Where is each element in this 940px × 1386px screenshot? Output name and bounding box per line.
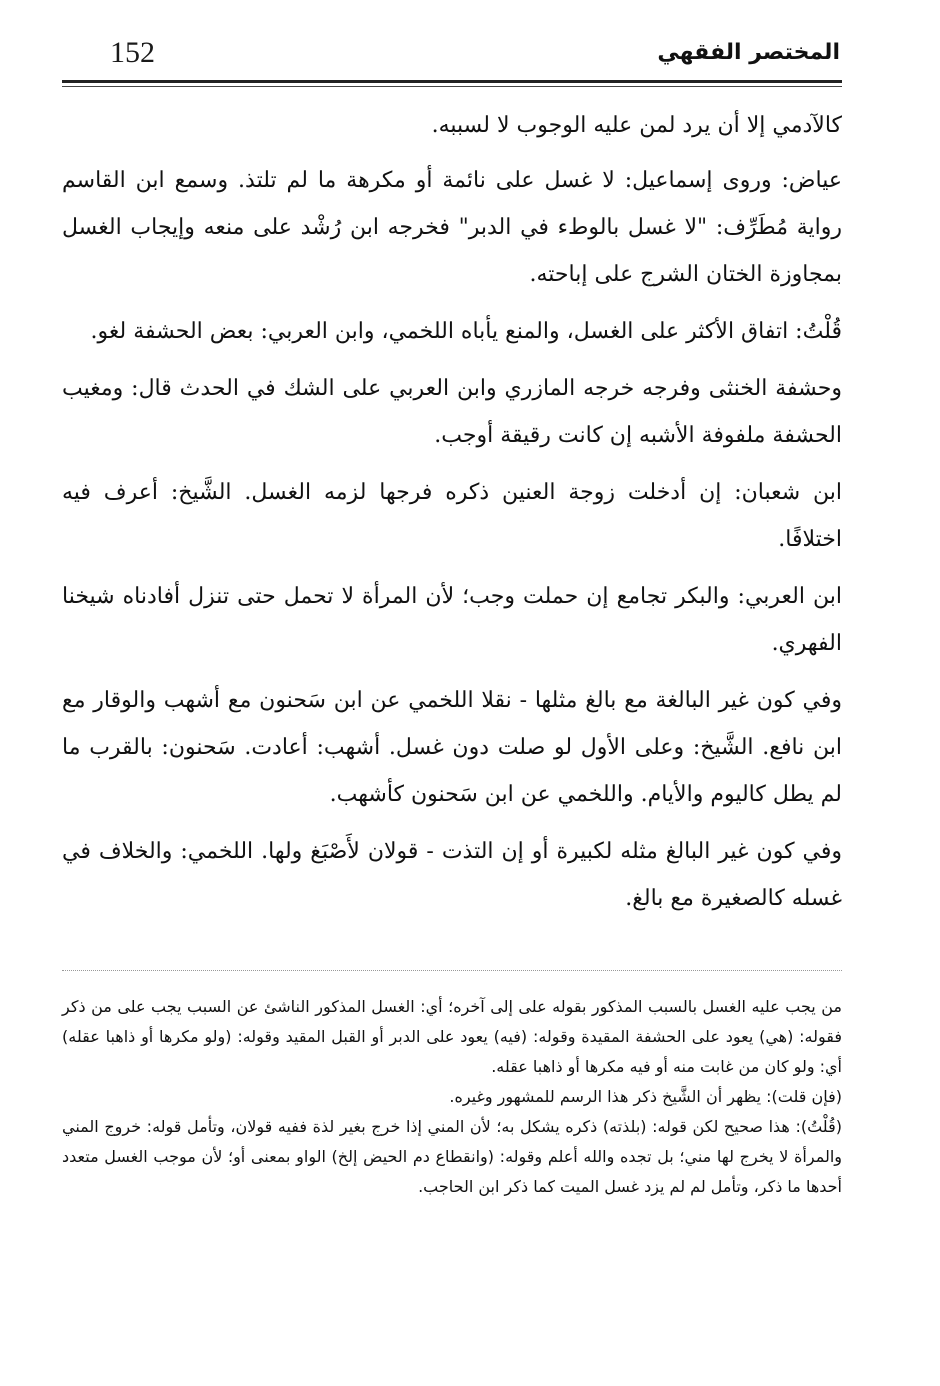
header-rule	[62, 80, 842, 83]
footnotes	[62, 992, 842, 1202]
footnote-separator	[62, 970, 842, 971]
main-paragraph: كالآدمي إلا أن يرد لمن عليه الوجوب لا لسببه.	[431, 113, 842, 138]
main-paragraph: وفي كون غير البالغ مثله لكبيرة أو إن التذت - قولان لأَصْبَغ ولها. اللخمي: والخلاف في غسله كالصغيرة مع بالغ.	[62, 839, 842, 911]
main-paragraph: وحشفة الخنثى وفرجه خرجه المازري وابن العربي على الشك في الحدث قال: ومغيب الحشفة ملفوفة الأشبه إن كانت رقيقة أوجب.	[62, 376, 842, 448]
main-paragraph: وفي كون غير البالغة مع بالغ مثلها - نقلا اللخمي عن ابن سَحنون مع أشهب والوقار مع ابن نافع. الشَّيخ: وعلى الأول لو صلت دون غسل. أشهب: أعادت. سَحنون: بالقرب ما لم يطل كاليوم والأيام. واللخمي عن ابن سَحنون كأشهب.	[62, 688, 842, 807]
main-text	[62, 102, 842, 932]
header-rule-thin	[62, 86, 842, 87]
page-header	[62, 30, 842, 86]
main-paragraph: عياض: وروى إسماعيل: لا غسل على نائمة أو مكرهة ما لم تلتذ. وسمع ابن القاسم رواية مُطَرِّف: "لا غسل بالوطء في الدبر" فخرجه ابن رُشْد على منعه وإيجاب الغسل بمجاوزة الختان الشرج على إباحته.	[62, 168, 842, 287]
book-page	[62, 30, 842, 1370]
footnote-paragraph: (فإن قلت): يظهر أن الشَّيخ ذكر هذا الرسم للمشهور وغيره.	[449, 1087, 842, 1106]
footnote-paragraph: (قُلْتُ): هذا صحيح لكن قوله: (بلذته) ذكره يشكل به؛ لأن المني إذا خرج بغير لذة ففيه قولان، وتأمل قوله: خروج المني والمرأة لا يخرج لها مني؛ بل تجده والله أعلم وقوله: (وانقطاع دم الحيض إلخ) الواو بمعنى أو؛ لأن موجب الغسل متعدد أحدها ما ذكر، وتأمل لم لم يزد غسل الميت كما ذكر ابن الحاجب.	[62, 1117, 842, 1196]
footnote-paragraph: من يجب عليه الغسل بالسبب المذكور بقوله على إلى آخره؛ أي: الغسل المذكور الناشئ عن السبب يجب على من ذكر فقوله: (هي) يعود على الحشفة المقيدة وقوله: (فيه) يعود على الدبر أو القبل المقيد وقوله: (ولو مكرها أو ذاهبا عقله) أي: ولو كان من غابت منه أو فيه مكرها أو ذاهبا عقله.	[62, 997, 842, 1076]
main-paragraph: قُلْتُ: اتفاق الأكثر على الغسل، والمنع يأباه اللخمي، وابن العربي: بعض الحشفة لغو.	[90, 319, 842, 344]
main-paragraph: ابن العربي: والبكر تجامع إن حملت وجب؛ لأن المرأة لا تحمل حتى تنزل أفادناه شيخنا الفهري.	[62, 584, 842, 656]
main-paragraph: ابن شعبان: إن أدخلت زوجة العنين ذكره فرجها لزمه الغسل. الشَّيخ: أعرف فيه اختلافًا.	[62, 480, 842, 552]
book-title: المختصر الفقهي	[657, 40, 840, 65]
page-number: 152	[110, 36, 155, 69]
